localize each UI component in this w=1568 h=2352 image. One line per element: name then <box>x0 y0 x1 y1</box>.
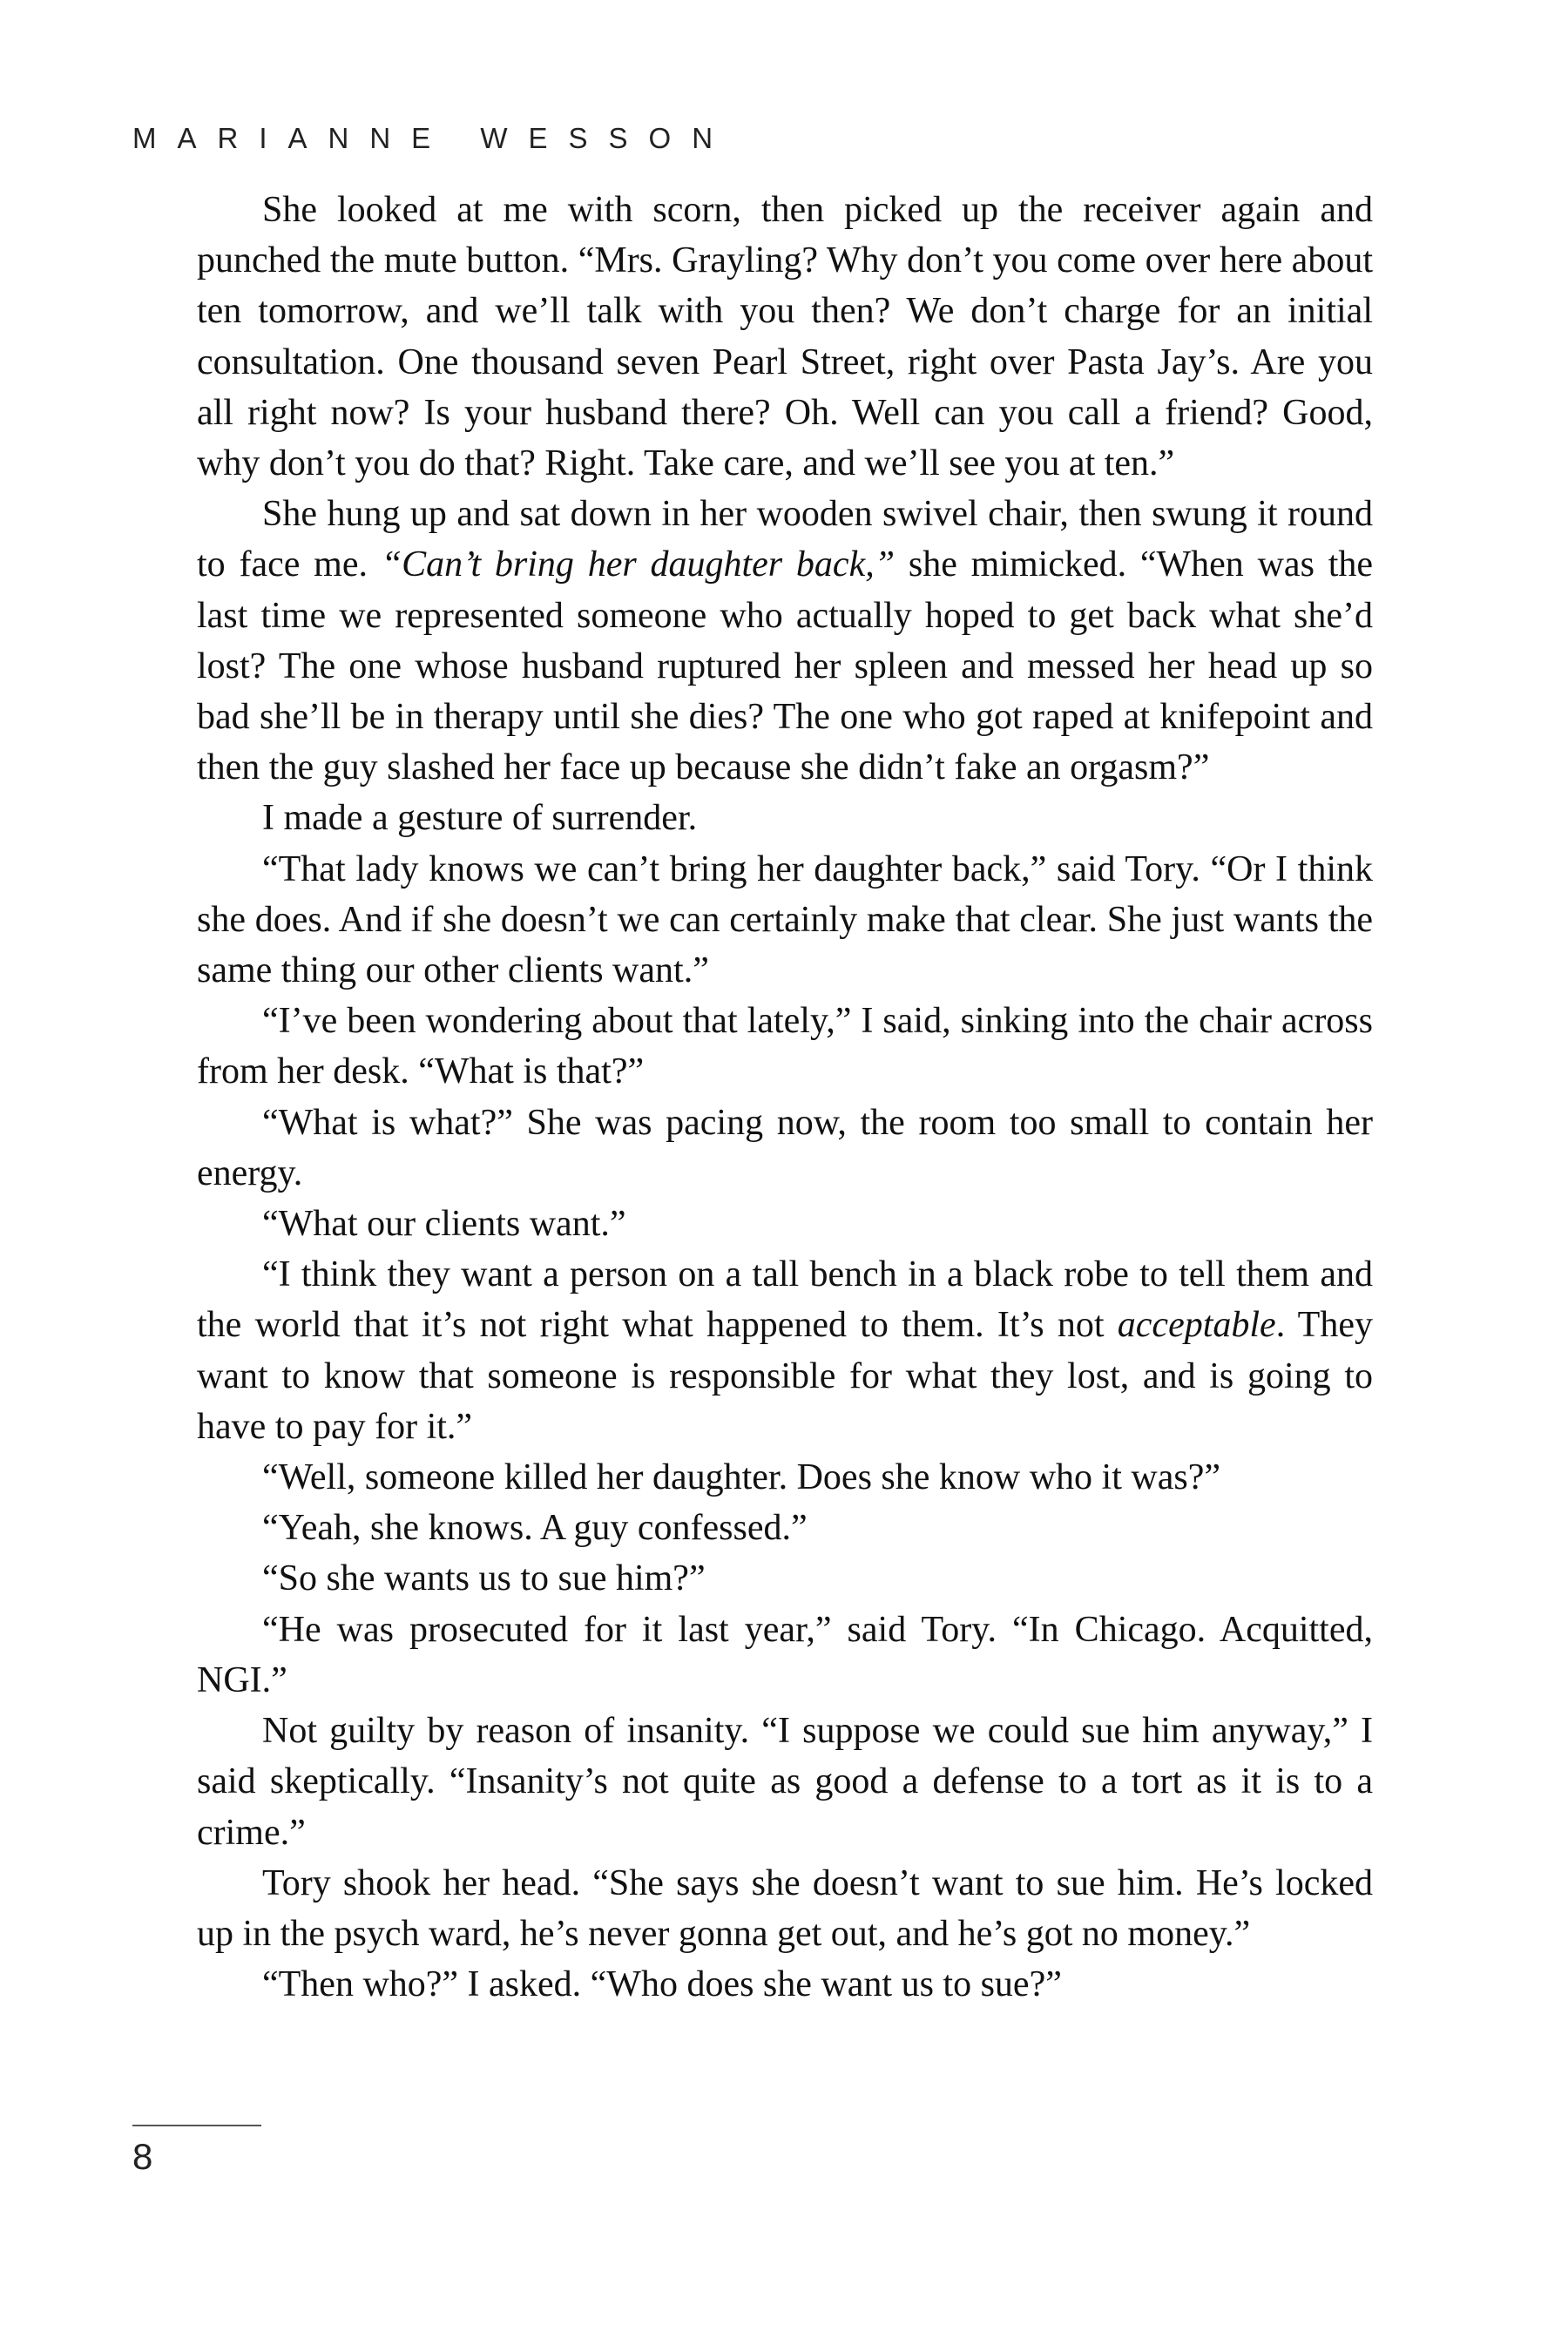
paragraph <box>197 1199 1373 1249</box>
text-run: She looked at me with scorn, then picked up the receiver again and punched the mute button. “Mrs. Grayling? Why don’t you come over here about ten tomorrow, and we’ll talk with you then? We don’t charge for an initial consultation. One thousand seven Pearl Street, right over Pasta Jay’s. Are you all right now? Is your husband there? Oh. Well can you call a friend? Good, why don’t you do that? Right. Take care, and we’ll see you at ten.” <box>197 190 1373 484</box>
footer-rule <box>132 2125 261 2126</box>
text-run: “So she wants us to sue him?” <box>262 1558 706 1599</box>
text-run: “Well, someone killed her daughter. Does she know who it was?” <box>262 1457 1220 1498</box>
text-run: “What is what?” She was pacing now, the room too small to contain her energy. <box>197 1102 1373 1193</box>
text-run: I made a gesture of surrender. <box>262 798 698 839</box>
paragraph <box>197 1858 1373 1959</box>
paragraph <box>197 1503 1373 1553</box>
text-run: “What our clients want.” <box>262 1204 626 1245</box>
text-run: she mimicked. “When was the last time we represented someone who actually hoped to get back what she’d lost? The one whose husband ruptured her spleen and messed her head up so bad she’ll be in therapy until she dies? The one who got raped at knifepoint and then the guy slashed her face up because she didn’t fake an orgasm?” <box>197 544 1374 788</box>
paragraph <box>197 1553 1373 1604</box>
text-run: . They want to know that someone is responsible for what they lost, and is going to have to pay for it.” <box>197 1305 1373 1447</box>
paragraph <box>197 844 1373 997</box>
italic-text: “Can’t bring her daughter back,” <box>381 544 896 585</box>
paragraph <box>197 996 1373 1097</box>
paragraph <box>197 1706 1373 1858</box>
paragraph <box>197 1605 1373 1706</box>
body-text <box>197 185 1373 2010</box>
text-run: “That lady knows we can’t bring her daughter back,” said Tory. “Or I think she does. And if she doesn’t we can certainly make that clear. She just wants the same thing our other clients want.” <box>197 848 1373 991</box>
paragraph <box>197 793 1373 843</box>
text-run: “He was prosecuted for it last year,” said Tory. “In Chicago. Acquitted, NGI.” <box>197 1609 1373 1700</box>
paragraph <box>197 489 1373 793</box>
text-run: “Yeah, she knows. A guy confessed.” <box>262 1508 808 1549</box>
text-run: Tory shook her head. “She says she doesn’t want to sue him. He’s locked up in the psych ward, he’s never gonna get out, and he’s got no money.” <box>197 1862 1373 1954</box>
paragraph <box>197 1098 1373 1199</box>
text-run: “I think they want a person on a tall bench in a black robe to tell them and the world that it’s not right what happened to them. It’s not <box>197 1254 1373 1346</box>
text-run: Not guilty by reason of insanity. “I suppose we could sue him anyway,” I said skeptically. “Insanity’s not quite as good a defense to a tort as it is to a crime.” <box>197 1711 1373 1853</box>
paragraph <box>197 1249 1373 1452</box>
page-number: 8 <box>132 2136 153 2177</box>
text-run: “I’ve been wondering about that lately,” I said, sinking into the chair across from her desk. “What is that?” <box>197 1001 1373 1092</box>
text-run: “Then who?” I asked. “Who does she want us to sue?” <box>262 1964 1062 2005</box>
paragraph <box>197 1959 1373 2010</box>
paragraph <box>197 1452 1373 1503</box>
italic-text: acceptable <box>1117 1305 1276 1346</box>
text-run: She hung up and sat down in her wooden swivel chair, then swung it round to face me. <box>197 494 1373 585</box>
running-head: MARIANNE WESSON <box>132 122 734 154</box>
paragraph <box>197 185 1373 489</box>
